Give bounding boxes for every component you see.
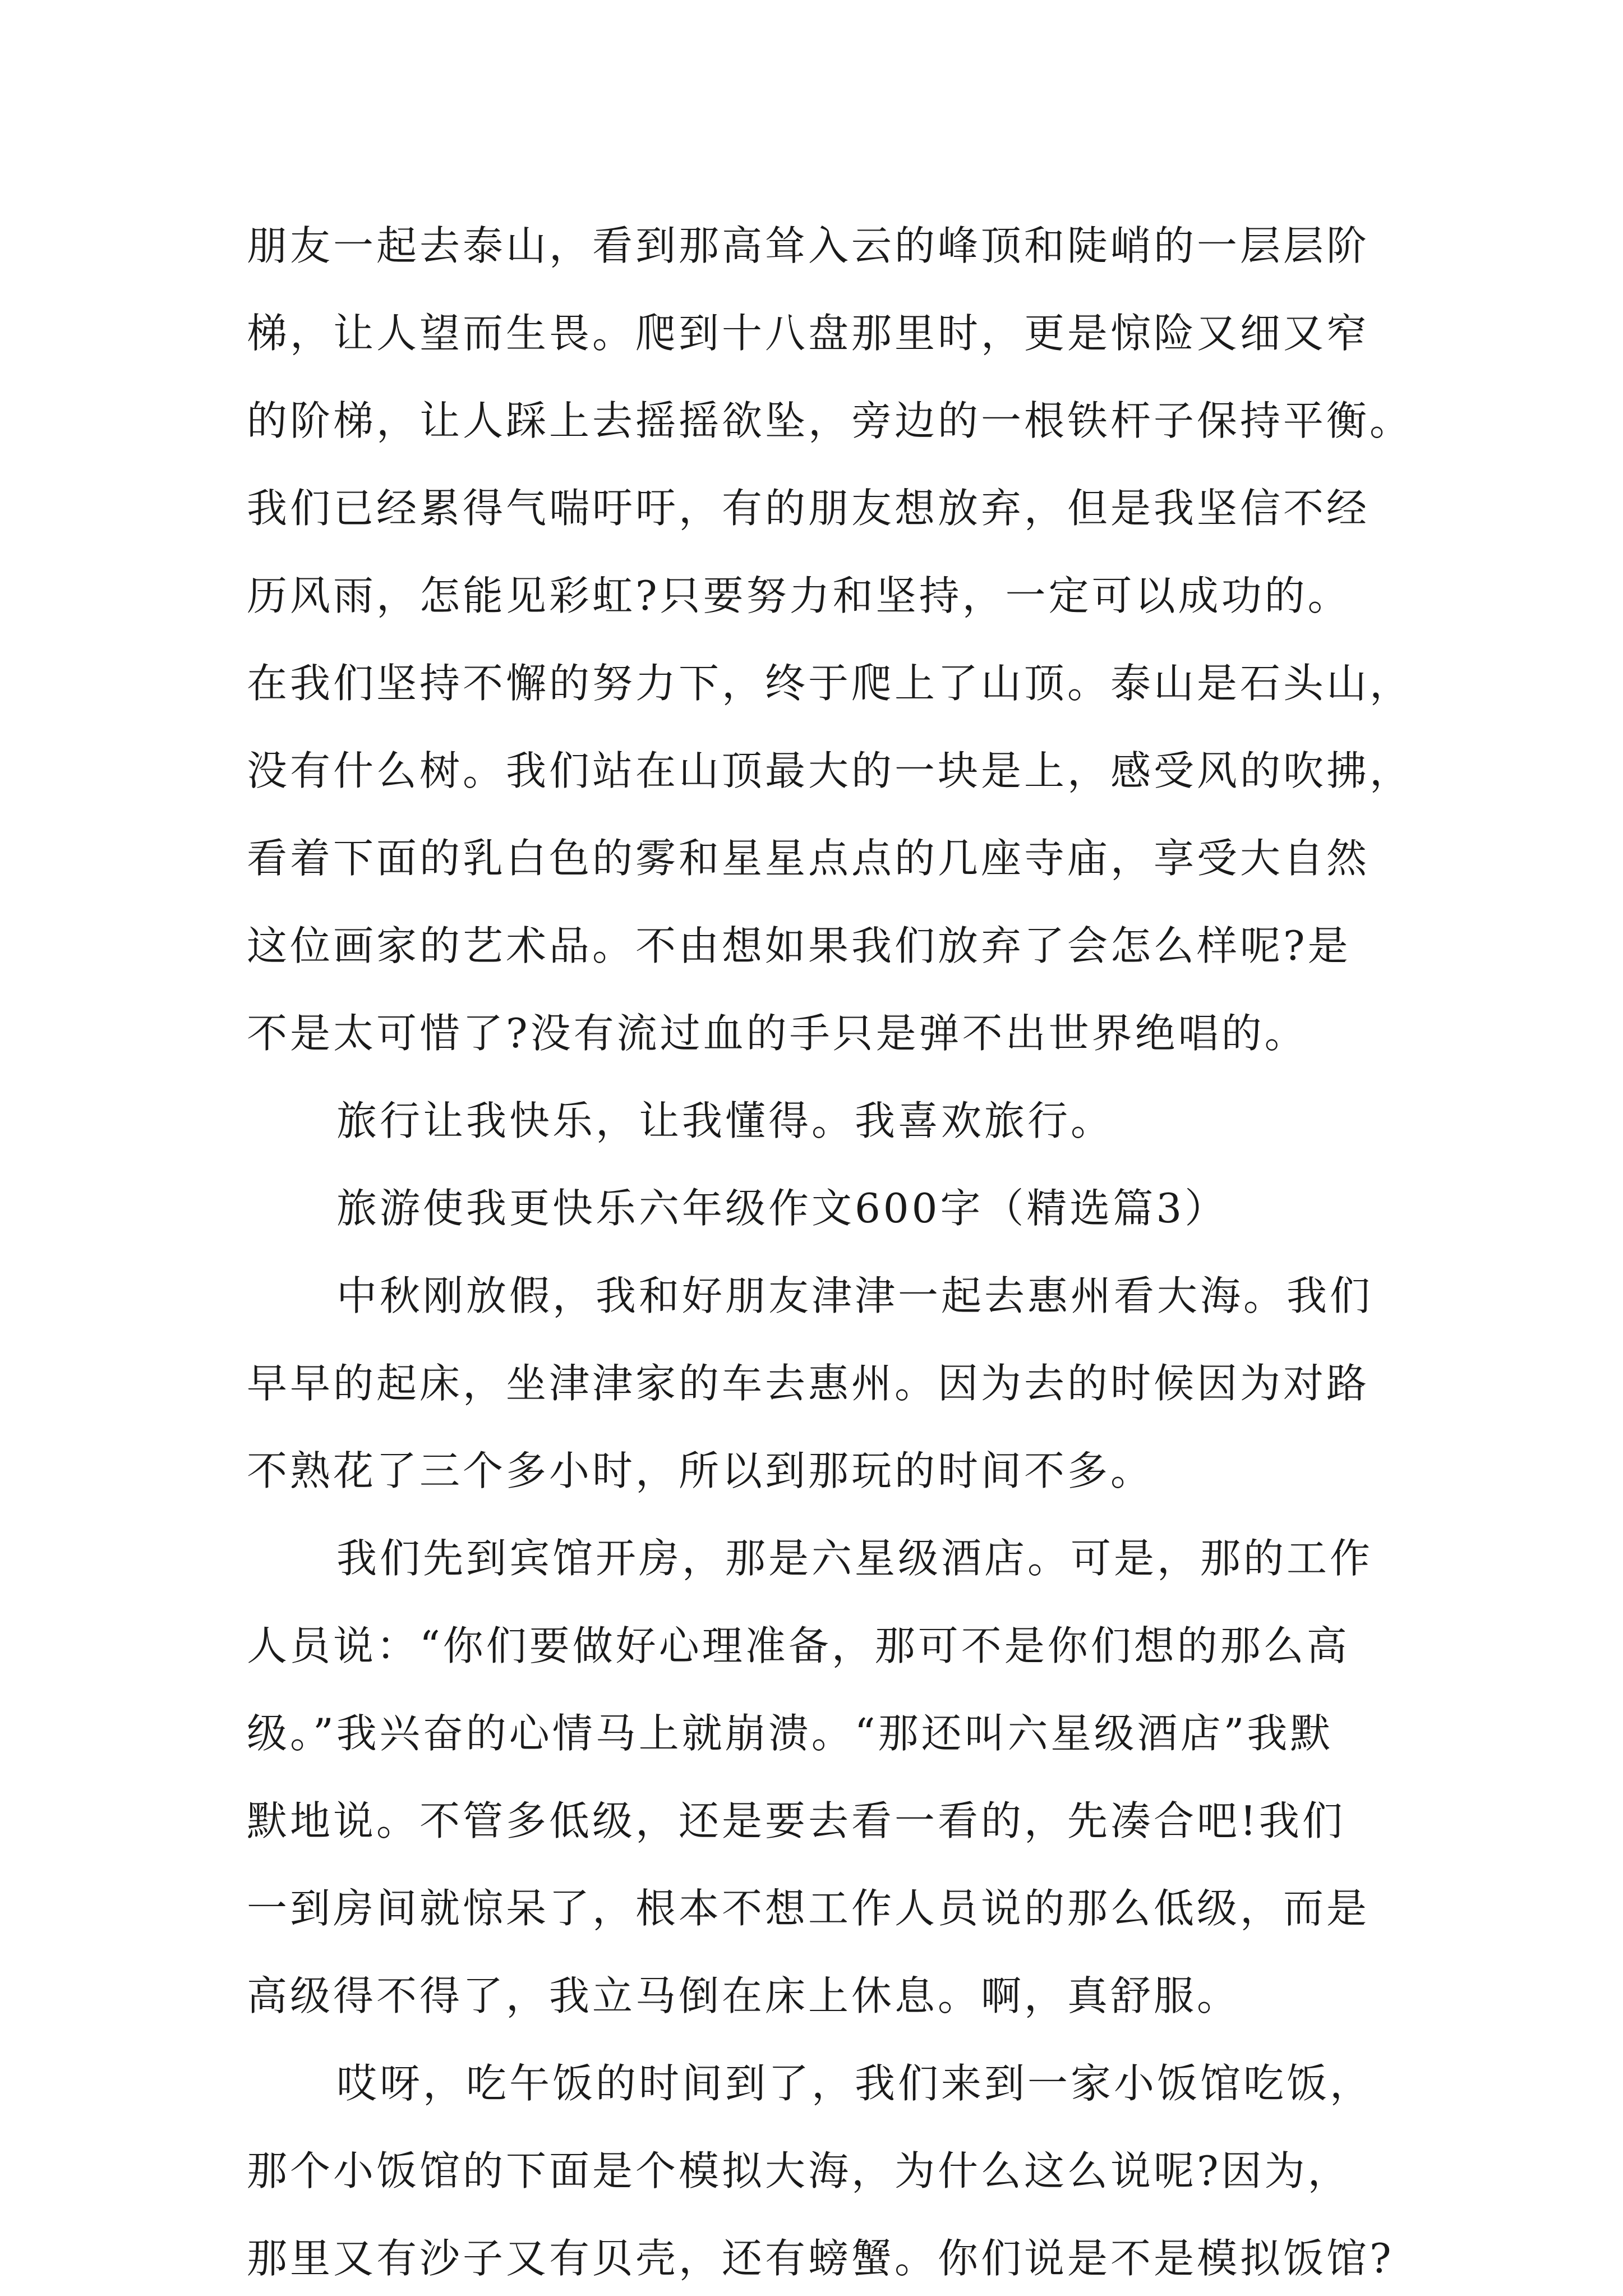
text-line: 一到房间就惊呆了，根本不想工作人员说的那么低级，而是 <box>247 1885 1370 1932</box>
text-line: 梯，让人望而生畏。爬到十八盘那里时，更是惊险又细又窄 <box>247 310 1370 357</box>
text-line: 级。”我兴奋的心情马上就崩溃。“那还叫六星级酒店”我默 <box>247 1710 1334 1757</box>
text-line: 高级得不得了，我立马倒在床上休息。啊，真舒服。 <box>247 1972 1241 2019</box>
text-line: 的阶梯，让人踩上去摇摇欲坠，旁边的一根铁杆子保持平衡。 <box>247 397 1413 444</box>
text-line: 早早的起床，坐津津家的车去惠州。因为去的时候因为对路 <box>247 1360 1370 1407</box>
paragraph-first-line: 旅行让我快乐，让我懂得。我喜欢旅行。 <box>336 1097 1114 1144</box>
paragraph-first-line: 哎呀，吃午饭的时间到了，我们来到一家小饭馆吃饭， <box>336 2060 1373 2107</box>
text-line: 那里又有沙子又有贝壳，还有螃蟹。你们说是不是模拟饭馆? <box>247 2235 1394 2282</box>
paragraph-first-line: 我们先到宾馆开房，那是六星级酒店。可是，那的工作 <box>336 1535 1373 1582</box>
paragraph-first-line: 中秋刚放假，我和好朋友津津一起去惠州看大海。我们 <box>336 1272 1373 1319</box>
text-line: 这位画家的艺术品。不由想如果我们放弃了会怎么样呢?是 <box>247 922 1351 969</box>
text-line: 没有什么树。我们站在山顶最大的一块是上，感受风的吹拂， <box>247 747 1413 794</box>
text-line: 那个小饭馆的下面是个模拟大海，为什么这么说呢?因为， <box>247 2147 1351 2194</box>
text-line: 默地说。不管多低级，还是要去看一看的，先凑合吧!我们 <box>247 1797 1345 1844</box>
text-line: 我们已经累得气喘吁吁，有的朋友想放弃，但是我坚信不经 <box>247 485 1370 532</box>
section-heading: 旅游使我更快乐六年级作文600字（精选篇3） <box>336 1185 1228 1232</box>
text-line: 不是太可惜了?没有流过血的手只是弹不出世界绝唱的。 <box>247 1010 1308 1057</box>
text-line: 看着下面的乳白色的雾和星星点点的几座寺庙，享受大自然 <box>247 835 1370 882</box>
text-line: 朋友一起去泰山，看到那高耸入云的峰顶和陡峭的一层层阶 <box>247 222 1370 269</box>
text-line: 在我们坚持不懈的努力下，终于爬上了山顶。泰山是石头山， <box>247 660 1413 707</box>
text-line: 不熟花了三个多小时，所以到那玩的时间不多。 <box>247 1447 1154 1494</box>
text-line: 历风雨，怎能见彩虹?只要努力和坚持，一定可以成功的。 <box>247 572 1351 619</box>
text-line: 人员说：“你们要做好心理准备，那可不是你们想的那么高 <box>247 1622 1350 1669</box>
